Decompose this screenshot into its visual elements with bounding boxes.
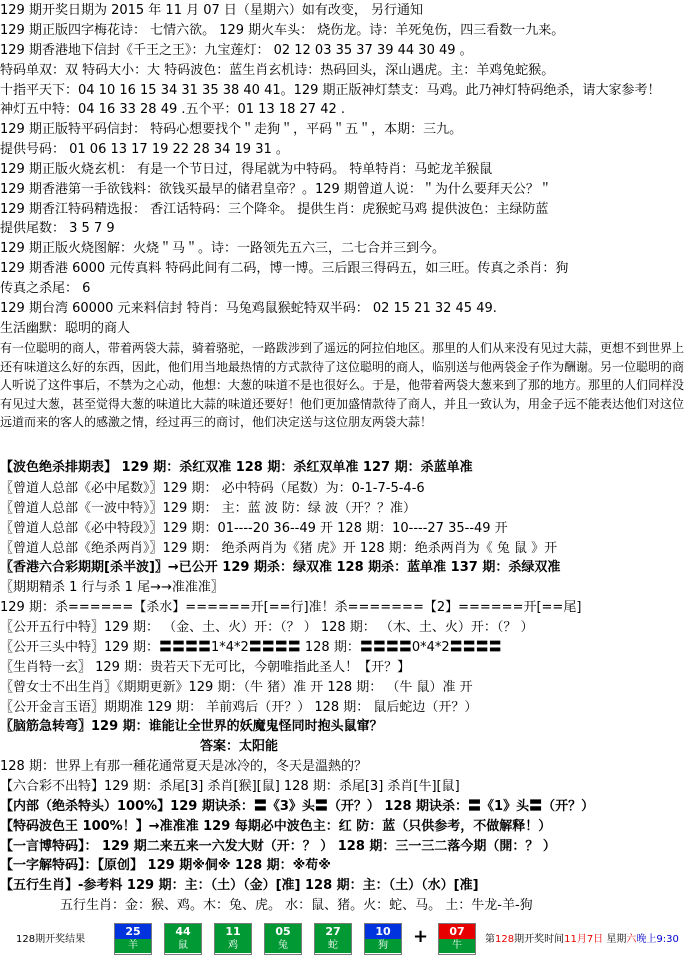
xiangjiang-line: 129 期香江特码精选报： 香江话特码：三个降伞。 提供生肖：虎猴蛇马鸡 提供波色：主绿防蓝 bbox=[0, 202, 549, 217]
segment-line: 〖曾道人总部《必中特段》〗129 期：01----20 36--49 开 128 期：10----27 35--49 开 bbox=[0, 521, 508, 536]
draw-time-info bbox=[485, 930, 679, 945]
ball-zodiac: 狗 bbox=[365, 939, 401, 953]
info-date: 11月7日 bbox=[564, 934, 604, 945]
provided-tails: 提供尾数： 3 5 7 9 bbox=[0, 221, 115, 236]
ball-number: 10 bbox=[365, 924, 401, 939]
ball-number: 27 bbox=[315, 924, 351, 939]
fire-diagram-line: 129 期正版火烧图解：火烧＂马＂。诗：一路领先五六三，二七合并三到今。 bbox=[0, 241, 445, 256]
special-number: 07 bbox=[439, 924, 475, 939]
draw-result-bar bbox=[0, 920, 688, 956]
wuxing-zodiac-line: 【五行生肖】-参考料 129 期：主：（土）（金）[准] 128 期：主：（土）（水）[准] bbox=[0, 878, 479, 893]
info-period: 128 bbox=[495, 934, 515, 945]
kill-two-zodiac: 〖曾道人总部《绝杀两肖》〗129 期： 绝杀两肖为《猪 虎》开 128 期：绝杀两肖为《 兔 鼠 》开 bbox=[0, 541, 558, 556]
result-ball bbox=[114, 923, 152, 955]
ball-number: 25 bbox=[115, 924, 151, 939]
draw-result-label: 128期开奖结果 bbox=[16, 934, 86, 945]
humor-story: 有一位聪明的商人，带着两袋大蒜，骑着骆驼，一路跋涉到了遥远的阿拉伯地区。那里的人们从来没有见过大蒜，更想不到世界上还有味道这么好的东西，因此，他们用当地最热情的方式款待了这位聪明的商人，临别送与他两袋金子作为酬谢。另一位聪明的商人听说了这件事后，不禁为之心动，他想：大葱的味道不是也很好么。于是，他带着两袋大葱来到了那的地方。那里的人们同样没有见过大葱，甚至觉得大葱的味道比大蒜的味道还要好！他们更加盛情款待了商人，并且一致认为，用金子远不能表达他们对这位远道而来的客人的感激之情，经过再三的商讨，他们决定送与这位朋友两袋大蒜！ bbox=[0, 341, 685, 429]
humor-title: 生活幽默：聪明的商人 bbox=[0, 321, 131, 336]
ball-zodiac: 鼠 bbox=[165, 939, 201, 953]
ten-fingers-line: 十指平天下：04 10 16 15 34 31 35 38 40 41。129 期正版神灯禁支：马鸡。此乃神灯特码绝杀，请大家参考！ bbox=[0, 83, 661, 98]
five-elements-line: 〖公开五行中特〗129 期： （金、土、火）开：（？ ） 128 期： （木、土、火）开：（？ ） bbox=[0, 620, 534, 635]
wave-king-line: 【特码波色王 100%！】→准准准 129 每期必中波色主：红 防：蓝（只供参考，不做解释！） bbox=[0, 819, 552, 834]
must-tail-line: 〖曾道人总部《必中尾数》〗129 期： 必中特码（尾数）为：0-1-7-5-4-6 bbox=[0, 481, 425, 496]
one-wave-line: 〖曾道人总部《一波中特》〗129 期： 主：蓝 波 防：绿 波（开？？准） bbox=[0, 501, 416, 516]
lamp-five-line: 神灯五中特：04 16 33 28 49 .五个平：01 13 18 27 42 . bbox=[0, 102, 346, 117]
info-day: 六 bbox=[626, 934, 637, 945]
flat-envelope-line: 129 期正版特平码信封： 特码心想要找个＂走狗＂，平码＂五＂，本期：三九。 bbox=[0, 122, 463, 137]
zodiac-riddle-line: 〖生肖特一玄〗 129 期：贵若天下无可比，今朝唯指此圣人！【开？】 bbox=[0, 660, 411, 675]
kill-row-title: 〖期期精杀 1 行与杀 1 尾→→准准准〗 bbox=[0, 580, 224, 595]
no-special-line: 【六合彩不出特】129 期：杀尾[3] 杀肖[猴][鼠] 128 期：杀尾[3] 杀肖[牛][鼠] bbox=[0, 779, 460, 794]
one-word-line: 【一言博特码】： 129 期二来五来一六发大财（开：？ ） 128 期：三一三二落今期（開：？ ） bbox=[0, 839, 556, 854]
kill-head-line: 【内部（绝杀特头）100%】129 期诀杀：〓《3》头〓（开？） 128 期诀杀：〓《1》头〓（开？） bbox=[0, 799, 595, 814]
result-ball bbox=[364, 923, 402, 955]
wave-kill-table: 【波色绝杀排期表】 129 期：杀红双准 128 期：杀红双单准 127 期：杀蓝单准 bbox=[0, 460, 473, 475]
fire-mystery-line: 129 期正版火烧玄机： 有是一个节日过，得尾就为中特码。 特单特肖：马蛇龙羊猴鼠 bbox=[0, 162, 493, 177]
taiwan-line: 129 期台湾 60000 元来料信封 特肖：马兔鸡鼠猴蛇特双半码： 02 15 21 32 45 49. bbox=[0, 301, 497, 316]
provided-numbers: 提供号码： 01 06 13 17 19 22 28 34 19 31 。 bbox=[0, 142, 289, 157]
result-ball bbox=[214, 923, 252, 955]
special-zodiac: 牛 bbox=[439, 939, 475, 953]
ball-number: 11 bbox=[215, 924, 251, 939]
ball-zodiac: 蛇 bbox=[315, 939, 351, 953]
ball-zodiac: 鸡 bbox=[215, 939, 251, 953]
brain-teaser-answer: 答案：太阳能 bbox=[200, 739, 279, 754]
info-mid1: 期开奖时间 bbox=[514, 934, 565, 945]
one-char-line: 【一字解特码】：【原创】 129 期※侗※ 128 期：※苟※ bbox=[0, 858, 331, 873]
ms-zodiac-line: 〖曾女士不出生肖〗《期期更新》129 期：（牛 猪）准 开 128 期： （牛 鼠）准 开 bbox=[0, 680, 473, 695]
result-ball bbox=[314, 923, 352, 955]
plum-poem-line: 129 期正版四字梅花诗： 七情六欲。 129 期火车头： 烧伤龙。诗：羊死兔伤，四三看数一九来。 bbox=[0, 23, 565, 38]
ball-zodiac: 兔 bbox=[265, 939, 301, 953]
kill-row-line: 129 期：杀======【杀水】======开[==行]准！杀=======【2】======开[==尾] bbox=[0, 600, 582, 615]
info-prefix: 第 bbox=[485, 934, 495, 945]
special-ball bbox=[438, 923, 476, 955]
golden-words-line: 〖公开金言玉语〗期期准 129 期： 羊前鸡后（开？） 128 期： 鼠后蛇边（开？） bbox=[0, 700, 478, 715]
ball-zodiac: 羊 bbox=[115, 939, 151, 953]
hk-envelope-line: 129 期香港地下信封《千王之王》：九宝莲灯： 02 12 03 35 37 39 44 30 49 。 bbox=[0, 43, 473, 58]
fax-kill-tail: 传真之杀尾： 6 bbox=[0, 281, 91, 296]
info-time: 晚上9:30 bbox=[636, 934, 679, 945]
brain-teaser-line: 〖脑筋急转弯〗129 期：谁能让全世界的妖魔鬼怪同时抱头鼠窜？ bbox=[0, 719, 383, 734]
result-ball bbox=[164, 923, 202, 955]
special-attr-line: 特码单双：双 特码大小：大 特码波色：蓝生肖玄机诗：热码回头，深山遇虎。主：羊鸡兔蛇猴。 bbox=[0, 63, 555, 78]
first-hand-line: 129 期香港第一手欲钱料：欲钱买最早的储君皇帝？。129 期曾道人说：＂为什么要拜天公？＂ bbox=[0, 182, 552, 197]
info-mid2: 星期 bbox=[603, 934, 627, 945]
three-heads-line: 〖公开三头中特〗129 期：〓〓〓〓1*4*2〓〓〓〓 128 期：〓〓〓〓0*4*2〓〓〓〓 bbox=[0, 640, 502, 655]
wuxing-mapping-line: 五行生肖：金：猴、鸡。木：兔、虎。 水：鼠、猪。火：蛇、马。 土：牛龙-羊-狗 bbox=[60, 898, 533, 913]
result-ball bbox=[264, 923, 302, 955]
half-wave-line: 〖香港六合彩期期[杀半波]〗→已公开 129 期杀：绿双准 128 期杀：蓝单准 137 期：杀绿双准 bbox=[0, 560, 561, 575]
plus-sign: + bbox=[413, 926, 429, 947]
ball-number: 05 bbox=[265, 924, 301, 939]
flower-riddle-line: 128 期：世界上有那一種花通常夏天是冰冷的，冬天是溫熱的？ bbox=[0, 759, 367, 774]
fax-6000-line: 129 期香港 6000 元传真料 特码此间有二码，博一博。三后跟三得码五，如三旺。传真之杀肖：狗 bbox=[0, 261, 569, 276]
ball-number: 44 bbox=[165, 924, 201, 939]
draw-date-line: 129 期开奖日期为 2015 年 11 月 07 日（星期六）如有改变， 另行通知 bbox=[0, 3, 424, 18]
